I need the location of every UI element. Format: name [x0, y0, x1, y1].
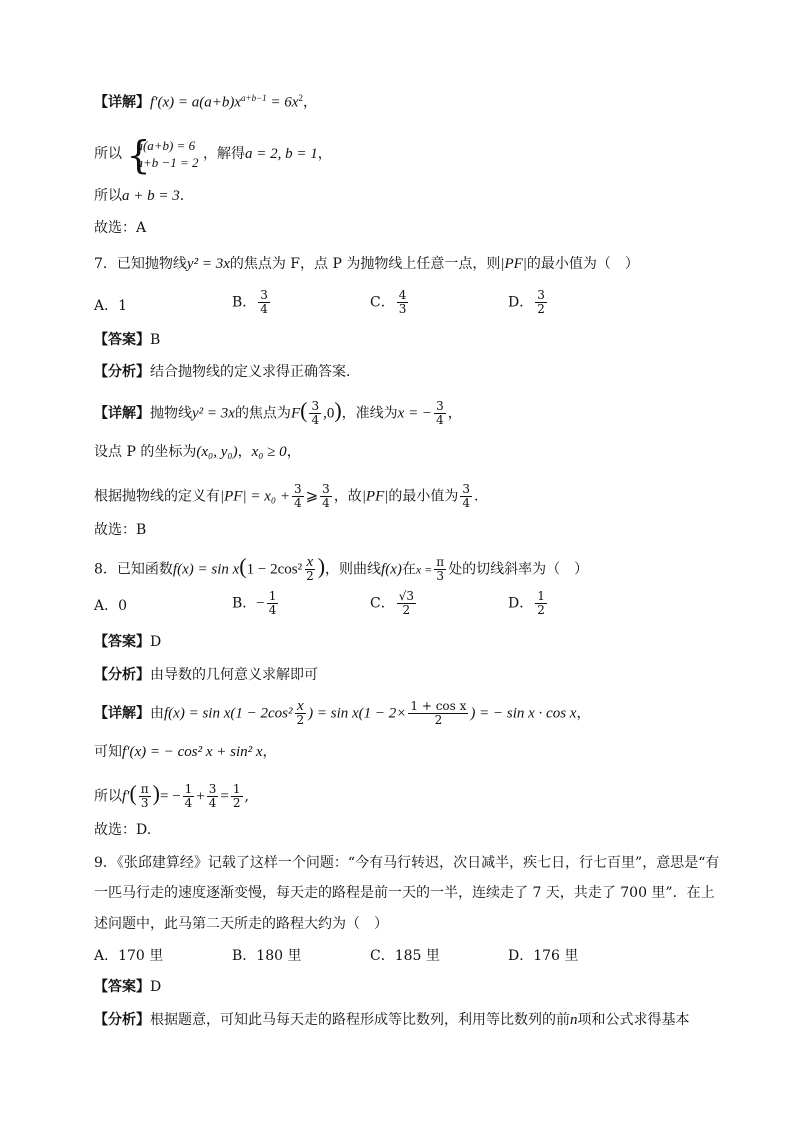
text: 8．已知函数	[94, 561, 173, 578]
fraction	[397, 590, 416, 617]
system-row-2: a+b −1 = 2	[136, 155, 199, 170]
text: 在	[401, 561, 416, 578]
brace-symbol: {	[126, 133, 151, 177]
denominator: 2	[296, 713, 305, 727]
q9-option-c: C．185 里	[370, 948, 440, 964]
text: ,	[244, 788, 249, 805]
q9-answer	[94, 977, 161, 997]
numerator: 3	[293, 482, 302, 496]
equation-system	[126, 133, 199, 177]
math: +	[196, 788, 205, 805]
punct: ，	[317, 146, 332, 162]
denominator: 4	[268, 603, 277, 617]
numerator: 4	[398, 288, 407, 302]
fraction	[231, 783, 243, 810]
math: (x₀, y₀)	[196, 444, 238, 460]
q8-option-a: A．0	[94, 598, 128, 614]
math: |PF|	[361, 488, 389, 505]
text: ，	[576, 705, 591, 722]
denominator: 2	[537, 603, 545, 617]
q7-stem	[94, 254, 639, 274]
q7-final: 故选：B	[94, 522, 147, 538]
option-label: B．	[232, 294, 257, 311]
math: n	[570, 1012, 578, 1028]
math: F	[290, 405, 301, 422]
fraction	[434, 400, 446, 427]
q7-option-d	[508, 289, 549, 316]
numerator: 1	[232, 782, 241, 796]
q8-detail-1	[94, 700, 590, 727]
text: ，故	[333, 488, 362, 505]
numerator: 1	[537, 589, 545, 603]
paren-close: )	[334, 397, 342, 423]
numerator: 3	[537, 288, 545, 302]
answer-tag: 【答案】	[94, 634, 150, 650]
prev-detail-line-1	[94, 88, 317, 113]
denominator: 2	[306, 569, 314, 583]
so-text: 所以	[94, 188, 122, 204]
q8-answer	[94, 632, 161, 652]
text: ，	[447, 405, 462, 422]
analysis-text: 由导数的几何意义求解即可	[150, 667, 318, 683]
denominator: 4	[184, 796, 193, 810]
fraction	[535, 289, 547, 316]
q9-analysis	[94, 1010, 690, 1030]
numerator: 3	[322, 482, 330, 496]
text: 抛物线	[150, 405, 192, 422]
q8-stem	[94, 553, 589, 583]
numerator: 1 + cos x	[410, 699, 467, 713]
answer-value: D	[150, 979, 162, 995]
math: f(x) = sin x(1 − 2cos²	[164, 705, 293, 722]
prev-final-answer: 故选：A	[94, 220, 147, 236]
punct: ，	[302, 94, 317, 111]
q8-option-b	[232, 590, 280, 617]
fraction	[434, 556, 446, 583]
numerator: x	[306, 554, 314, 570]
answer-value: D	[150, 634, 162, 650]
solve-text: ，解得	[202, 146, 245, 162]
denominator: 2	[402, 603, 411, 617]
system-row-1: a(a+b) = 6	[136, 138, 196, 153]
exponent-2: 2	[298, 93, 303, 103]
denominator: 4	[293, 496, 302, 510]
numerator: 3	[436, 399, 444, 413]
numerator: π	[436, 555, 445, 569]
prev-detail-line-3	[94, 186, 184, 206]
text: 的焦点为	[234, 405, 291, 422]
q7-analysis	[94, 362, 350, 382]
text: 的最小值为	[388, 488, 459, 505]
numerator: 3	[208, 782, 217, 796]
analysis-text: 根据题意，可知此马每天走的路程形成等比数列，利用等比数列的前	[150, 1012, 570, 1028]
numerator: 1	[268, 589, 277, 603]
text: ，准线为	[341, 405, 398, 422]
math: f′(x) = − cos² x + sin² x	[122, 744, 263, 760]
numerator: 1	[184, 782, 193, 796]
denominator: 4	[260, 302, 268, 316]
math: f′	[122, 788, 130, 805]
denominator: 4	[436, 413, 444, 427]
math: f(x)	[381, 561, 402, 578]
fraction	[320, 483, 332, 510]
q7-stem-c: 的最小值为（ ）	[526, 256, 639, 272]
fraction	[535, 590, 547, 617]
q9-stem-line-3: 述问题中，此马第二天所走的路程大约为（ ）	[94, 916, 388, 932]
analysis-text: 结合抛物线的定义求得正确答案.	[150, 364, 351, 380]
q7-parabola-eq: y² = 3x	[186, 256, 230, 272]
detail-tag: 【详解】	[94, 94, 150, 111]
q7-option-c	[370, 289, 410, 316]
math: = −	[160, 788, 181, 805]
q9-option-a: A．170 里	[94, 948, 164, 964]
denominator: 4	[322, 496, 330, 510]
q8-final: 故选：D.	[94, 822, 152, 838]
q7-option-a: A．1	[94, 298, 128, 314]
option-label: C．	[370, 294, 395, 311]
analysis-tag: 【分析】	[94, 667, 150, 683]
detail-tag: 【详解】	[94, 705, 150, 722]
fraction	[397, 289, 409, 316]
text: 所以	[94, 788, 122, 805]
denominator: 4	[462, 496, 471, 510]
fraction	[304, 556, 316, 583]
math: f(x) = sin x	[172, 561, 240, 578]
math: =	[220, 788, 229, 805]
numerator: 3	[462, 482, 471, 496]
option-label: D．	[508, 294, 534, 311]
fraction	[408, 700, 468, 727]
answer-tag: 【答案】	[94, 332, 150, 348]
text: ，	[237, 444, 252, 460]
math: 1 − 2cos²	[246, 561, 303, 578]
q8-option-d	[508, 590, 549, 617]
paren-close: )	[152, 780, 160, 806]
math: ⩾	[305, 488, 319, 505]
q9-stem-line-2: 一匹马行走的速度逐渐变慢，每天走的路程是前一天的一半，连续走了 7 天，共走了 700 里”．在上	[94, 885, 715, 901]
solution: a = 2, b = 1	[244, 146, 318, 162]
q7-stem-b: 的焦点为 F，点 P 为抛物线上任意一点，则	[229, 256, 501, 272]
numerator: x	[296, 698, 304, 714]
fraction	[139, 783, 151, 810]
derivative-expr: f′(x) = a(a+b)x	[150, 94, 241, 111]
denominator: 3	[398, 302, 407, 316]
text: 可知	[94, 744, 122, 760]
text: ，	[286, 444, 301, 460]
math: |PF| = x₀ +	[220, 488, 290, 505]
sum-result: a + b = 3	[122, 188, 180, 204]
text: .	[474, 488, 479, 505]
fraction	[207, 783, 219, 810]
denominator: 4	[311, 413, 320, 427]
answer-value: B	[150, 332, 161, 348]
q7-detail-2	[94, 442, 301, 462]
q9-option-b: B．180 里	[232, 948, 302, 964]
analysis-tag: 【分析】	[94, 364, 150, 380]
math: ,0	[323, 405, 335, 422]
text: 由	[150, 705, 164, 722]
fraction	[292, 483, 304, 510]
denominator: 3	[436, 569, 445, 583]
detail-tag: 【详解】	[94, 405, 150, 422]
prev-detail-line-2	[94, 133, 332, 177]
paren-close: )	[317, 553, 326, 579]
q8-analysis	[94, 665, 318, 685]
option-label: D．	[508, 595, 534, 612]
paren-open: (	[300, 397, 308, 423]
numerator: √3	[398, 589, 414, 603]
text: 根据抛物线的定义有	[94, 488, 220, 505]
numerator: 3	[260, 288, 268, 302]
derivative-rhs: = 6x	[266, 94, 299, 111]
text: 处的切线斜率为（ ）	[448, 561, 589, 578]
text: ，则曲线	[325, 561, 382, 578]
q7-answer	[94, 330, 160, 350]
fraction	[460, 483, 472, 510]
q8-detail-3	[94, 780, 249, 810]
q8-option-c	[370, 590, 418, 617]
q7-detail-3	[94, 483, 478, 510]
q9-stem-line-1: 9．《张邱建算经》记载了这样一个问题：“今有马行转迟，次日减半，疾七日，行七百里”，意思是“有	[94, 855, 720, 871]
exponent: a+b−1	[241, 93, 267, 103]
fraction	[294, 700, 306, 727]
math: x = −	[397, 405, 433, 422]
paren-open: (	[239, 553, 247, 579]
minus-sign: −	[256, 595, 265, 612]
so-text: 所以	[94, 146, 122, 162]
fraction	[309, 400, 321, 427]
math: x =	[415, 562, 433, 577]
math: ) = sin x(1 − 2×	[308, 705, 407, 722]
text: ，	[262, 744, 277, 760]
q7-stem-a: 7．已知抛物线	[94, 256, 187, 272]
text: 设点 P 的坐标为	[94, 444, 197, 460]
q7-detail-1	[94, 397, 462, 427]
numerator: 3	[311, 399, 320, 413]
punct: .	[179, 188, 185, 204]
option-label: C．	[370, 595, 395, 612]
fraction	[183, 783, 195, 810]
denominator: 2	[434, 713, 443, 727]
paren-open: (	[129, 780, 137, 806]
denominator: 2	[537, 302, 545, 316]
option-label: B．	[232, 595, 257, 612]
q7-pf: |PF|	[500, 256, 527, 272]
denominator: 3	[140, 796, 149, 810]
answer-tag: 【答案】	[94, 979, 150, 995]
q7-option-b	[232, 289, 272, 316]
q9-option-d: D．176 里	[508, 948, 579, 964]
numerator: π	[140, 782, 149, 796]
fraction	[258, 289, 270, 316]
math: y² = 3x	[192, 405, 235, 422]
math: ) = − sin x · cos x	[470, 705, 577, 722]
analysis-text: 项和公式求得基本	[577, 1012, 690, 1028]
analysis-tag: 【分析】	[94, 1012, 150, 1028]
math: x₀ ≥ 0	[251, 444, 287, 460]
denominator: 4	[208, 796, 217, 810]
fraction	[267, 590, 279, 617]
q8-detail-2	[94, 742, 277, 762]
denominator: 2	[232, 796, 241, 810]
